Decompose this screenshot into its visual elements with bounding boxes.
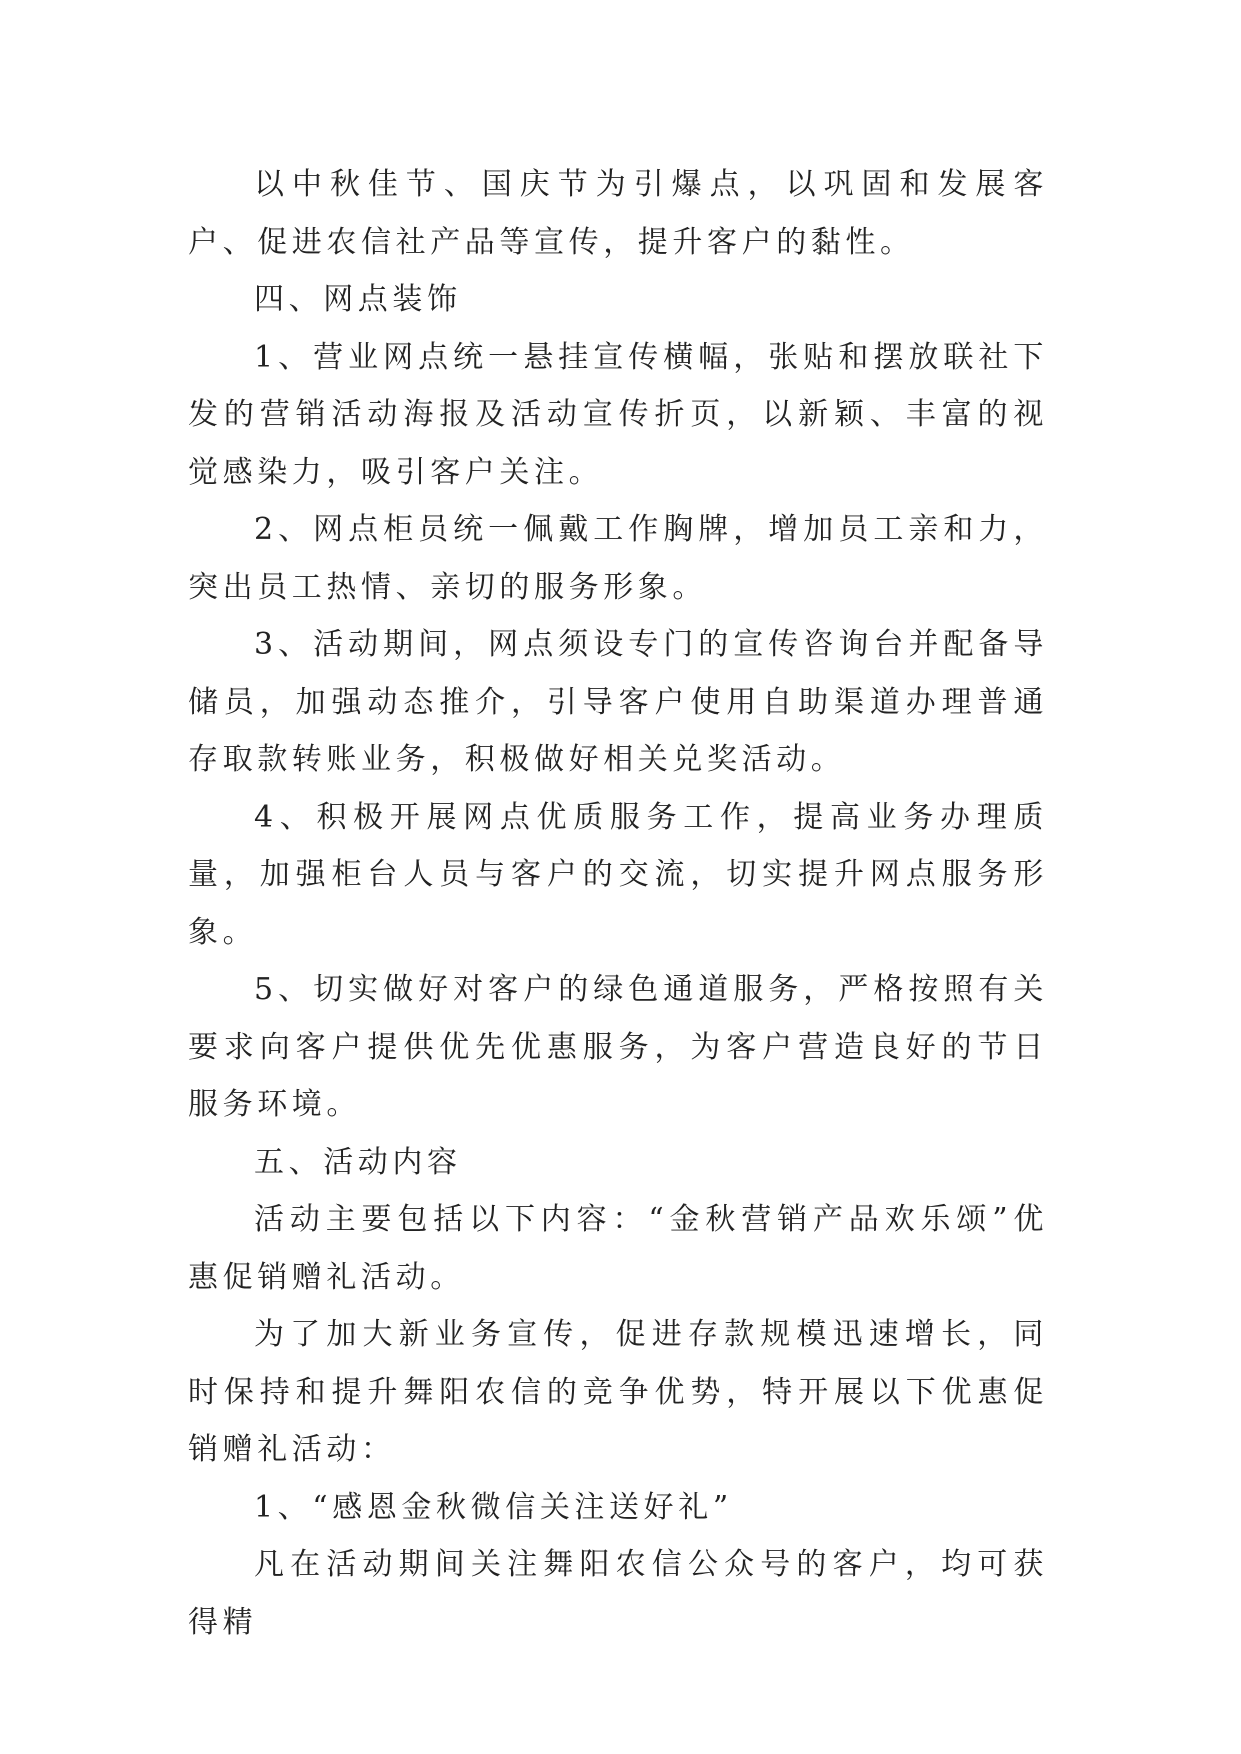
section-heading-branch-decoration: 四、网点装饰 <box>254 282 462 317</box>
paragraph-item-4-quality-service: 4、积极开展网点优质服务工作，提高业务办理质量，加强柜台人员与客户的交流，切实提升网点服务形象。 <box>188 799 1048 950</box>
paragraph-item-2-badges: 2、网点柜员统一佩戴工作胸牌，增加员工亲和力，突出员工热情、亲切的服务形象。 <box>188 512 1048 605</box>
paragraph-intro: 以中秋佳节、国庆节为引爆点，以巩固和发展客户、促进农信社产品等宣传，提升客户的黏性。 <box>188 167 1048 260</box>
paragraph-item-1-banners: 1、营业网点统一悬挂宣传横幅，张贴和摆放联社下发的营销活动海报及活动宣传折页，以新颖、丰富的视觉感染力，吸引客户关注。 <box>188 339 1048 490</box>
paragraph-activity-purpose: 为了加大新业务宣传，促进存款规模迅速增长，同时保持和提升舞阳农信的竞争优势，特开展以下优惠促销赠礼活动： <box>188 1317 1048 1467</box>
paragraph-item-5-green-channel: 5、切实做好对客户的绿色通道服务，严格按照有关要求向客户提供优先优惠服务，为客户营造良好的节日服务环境。 <box>188 972 1048 1122</box>
document-body <box>188 156 1048 1651</box>
section-heading-activity-content: 五、活动内容 <box>254 1144 462 1180</box>
paragraph-activity-summary: 活动主要包括以下内容：“金秋营销产品欢乐颂”优惠促销赠礼活动。 <box>188 1202 1048 1295</box>
paragraph-wechat-gift-detail: 凡在活动期间关注舞阳农信公众号的客户，均可获得精 <box>188 1547 1048 1640</box>
subheading-wechat-gift: 1、“感恩金秋微信关注送好礼” <box>254 1489 733 1525</box>
paragraph-item-3-consultation-desk: 3、活动期间，网点须设专门的宣传咨询台并配备导储员，加强动态推介，引导客户使用自助渠道办理普通存取款转账业务，积极做好相关兑奖活动。 <box>188 627 1048 777</box>
